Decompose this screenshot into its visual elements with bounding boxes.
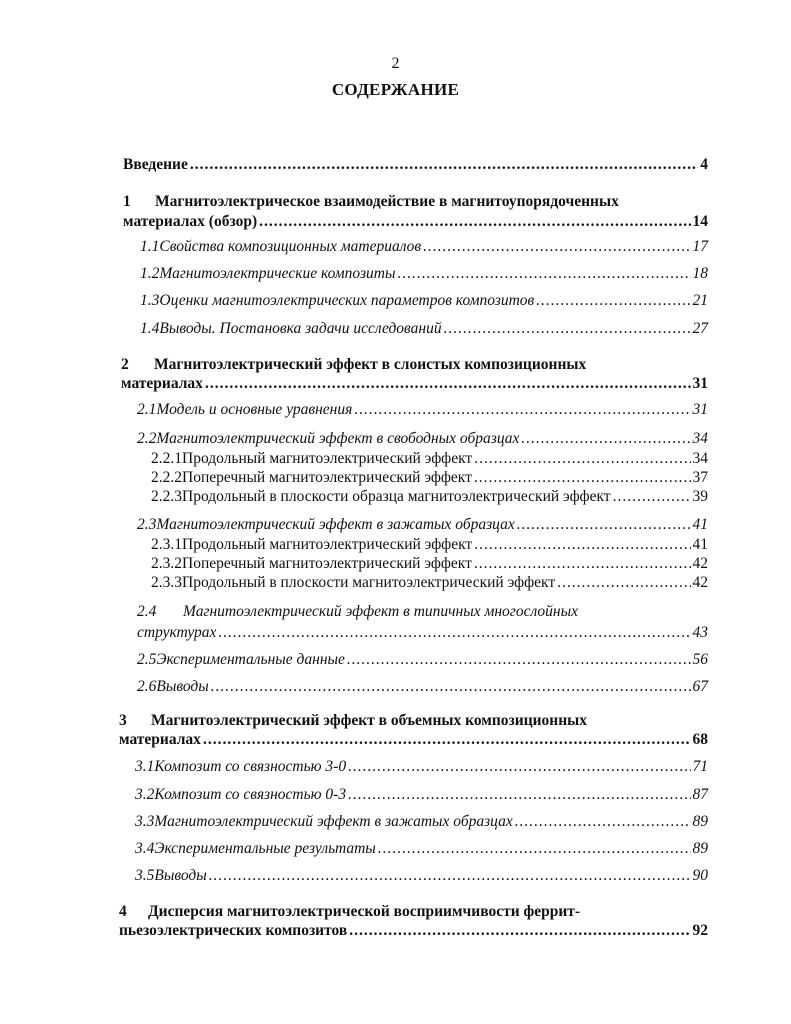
toc-label: Выводы xyxy=(156,678,209,695)
toc-label: Продольный магнитоэлектрический эффект xyxy=(182,536,473,553)
toc-number: 1.2 xyxy=(140,265,160,282)
toc-number: 2.3.2 xyxy=(151,555,182,572)
toc-page: 14 xyxy=(692,213,708,230)
toc-page: 67 xyxy=(692,678,708,695)
toc-label: Поперечный магнитоэлектрический эффект xyxy=(182,469,472,486)
toc-section-2-4 xyxy=(137,624,708,642)
toc-label: Продольный в плоскости магнитоэлектрический эффект xyxy=(182,574,556,591)
toc-label: Композит со связностью 3-0 xyxy=(154,758,347,775)
toc-label: Дисперсия магнитоэлектрической восприимчивости феррит- xyxy=(148,903,581,920)
toc-section-3-3 xyxy=(135,813,708,831)
toc-chapter-3 xyxy=(119,731,708,749)
toc-page: 43 xyxy=(692,624,708,641)
toc-number: 1 xyxy=(123,193,131,210)
toc-label: Оценки магнитоэлектрических параметров композитов xyxy=(159,292,535,309)
toc-subsection-2-3-3 xyxy=(151,574,708,592)
toc-label: Выводы xyxy=(154,867,207,884)
toc-page: 89 xyxy=(692,840,708,857)
toc-number: 2.3.1 xyxy=(151,536,182,553)
toc-number: 3.5 xyxy=(135,867,155,884)
toc-chapter-1-title xyxy=(123,193,619,211)
toc-section-3-2 xyxy=(135,786,708,804)
toc-label: Экспериментальные результаты xyxy=(154,840,376,857)
toc-number: 3.3 xyxy=(135,813,155,830)
toc-label: материалах (обзор) xyxy=(123,213,258,230)
toc-section-2-6 xyxy=(137,678,708,696)
toc-page: 42 xyxy=(692,574,708,591)
toc-page: 92 xyxy=(692,922,708,939)
toc-label: Экспериментальные данные xyxy=(156,651,345,668)
toc-label: Введение xyxy=(123,156,188,173)
toc-page: 42 xyxy=(692,555,708,572)
toc-chapter-4 xyxy=(119,922,708,940)
toc-page: 56 xyxy=(692,651,708,668)
toc-number: 3.2 xyxy=(135,786,155,803)
toc-number: 3.4 xyxy=(135,840,155,857)
toc-page: 18 xyxy=(692,265,708,282)
toc-section-3-1 xyxy=(135,758,708,776)
toc-intro xyxy=(123,156,708,174)
toc-subsection-2-3-1 xyxy=(151,536,708,554)
toc-page: 31 xyxy=(692,375,708,392)
toc-subsection-2-2-1 xyxy=(151,450,708,468)
toc-number: 2.5 xyxy=(137,651,157,668)
toc-subsection-2-3-2 xyxy=(151,555,708,573)
toc-section-3-5 xyxy=(135,867,708,885)
toc-label: Магнитоэлектрический эффект в объемных композиционных xyxy=(151,712,588,729)
toc-page: 41 xyxy=(692,536,708,553)
toc-number: 1.3 xyxy=(140,292,160,309)
toc-page: 4 xyxy=(700,156,708,173)
toc-page: 39 xyxy=(692,488,708,505)
toc-label: Свойства композиционных материалов xyxy=(159,238,422,255)
toc-section-1-2 xyxy=(140,265,708,283)
toc-page: 34 xyxy=(692,450,708,467)
toc-page: 21 xyxy=(692,292,708,309)
toc-number: 2.2 xyxy=(137,430,157,447)
toc-label: Магнитоэлектрический эффект в зажатых образцах xyxy=(154,813,513,830)
toc-number: 2.3.3 xyxy=(151,574,182,591)
toc-label: пьезоэлектрических композитов xyxy=(119,922,348,939)
toc-label: Магнитоэлектрический эффект в типичных многослойных xyxy=(183,603,578,620)
page-title: СОДЕРЖАНИЕ xyxy=(331,80,460,99)
toc-chapter-2-title xyxy=(121,356,586,374)
toc-number: 2.2.3 xyxy=(151,488,182,505)
toc-page: 37 xyxy=(692,469,708,486)
toc-section-3-4 xyxy=(135,840,708,858)
toc-page: 17 xyxy=(692,238,708,255)
toc-page: 34 xyxy=(692,430,708,447)
toc-label: Композит со связностью 0-3 xyxy=(154,786,347,803)
toc-number: 3 xyxy=(119,712,127,729)
toc-label: Магнитоэлектрический эффект в зажатых образцах xyxy=(156,516,515,533)
toc-number: 2.3 xyxy=(137,516,157,533)
toc-chapter-2 xyxy=(121,375,708,393)
toc-number: 2.2.1 xyxy=(151,450,182,467)
toc-section-1-3 xyxy=(140,292,708,310)
toc-page: 68 xyxy=(692,731,708,748)
toc-label: Модель и основные уравнения xyxy=(156,401,353,418)
toc-section-2-3 xyxy=(137,516,708,534)
toc-subsection-2-2-3 xyxy=(151,488,708,506)
toc-number: 2.1 xyxy=(137,401,157,418)
toc-number: 1.4 xyxy=(140,320,160,337)
toc-number: 2.4 xyxy=(137,603,157,620)
toc-chapter-1 xyxy=(123,213,708,231)
toc-page: 31 xyxy=(692,401,708,418)
toc-page: 89 xyxy=(692,813,708,830)
toc-label: Магнитоэлектрическое взаимодействие в магнитоупорядоченных xyxy=(155,193,619,210)
toc-number: 3.1 xyxy=(135,758,155,775)
toc-number: 4 xyxy=(119,903,127,920)
toc-section-2-5 xyxy=(137,651,708,669)
toc-chapter-3-title xyxy=(119,712,587,730)
toc-label: Продольный магнитоэлектрический эффект xyxy=(182,450,473,467)
toc-section-2-4-title xyxy=(137,603,578,621)
toc-page: 87 xyxy=(692,786,708,803)
toc-subsection-2-2-2 xyxy=(151,469,708,487)
toc-section-2-1 xyxy=(137,401,708,419)
toc-number: 1.1 xyxy=(140,238,160,255)
toc-number: 2 xyxy=(121,356,129,373)
toc-number: 2.2.2 xyxy=(151,469,182,486)
toc-label: материалах xyxy=(121,375,203,392)
toc-number: 2.6 xyxy=(137,678,157,695)
toc-label: Продольный в плоскости образца магнитоэлектрический эффект xyxy=(182,488,611,505)
toc-label: Магнитоэлектрические композиты xyxy=(159,265,396,282)
toc-page: 27 xyxy=(692,320,708,337)
toc-label: Магнитоэлектрический эффект в слоистых композиционных xyxy=(154,356,587,373)
toc-section-2-2 xyxy=(137,430,708,448)
toc-section-1-1 xyxy=(140,238,708,256)
toc-page: 71 xyxy=(692,758,708,775)
toc-label: Выводы. Постановка задачи исследований xyxy=(159,320,442,337)
page-number: 2 xyxy=(391,55,400,72)
toc-section-1-4 xyxy=(140,320,708,338)
toc-label: Магнитоэлектрический эффект в свободных образцах xyxy=(156,430,520,447)
toc-label: материалах xyxy=(119,731,201,748)
toc-chapter-4-title xyxy=(119,903,580,921)
toc-label: Поперечный магнитоэлектрический эффект xyxy=(182,555,472,572)
toc-label: структурах xyxy=(137,624,217,641)
toc-page: 41 xyxy=(692,516,708,533)
toc-page: 90 xyxy=(692,867,708,884)
